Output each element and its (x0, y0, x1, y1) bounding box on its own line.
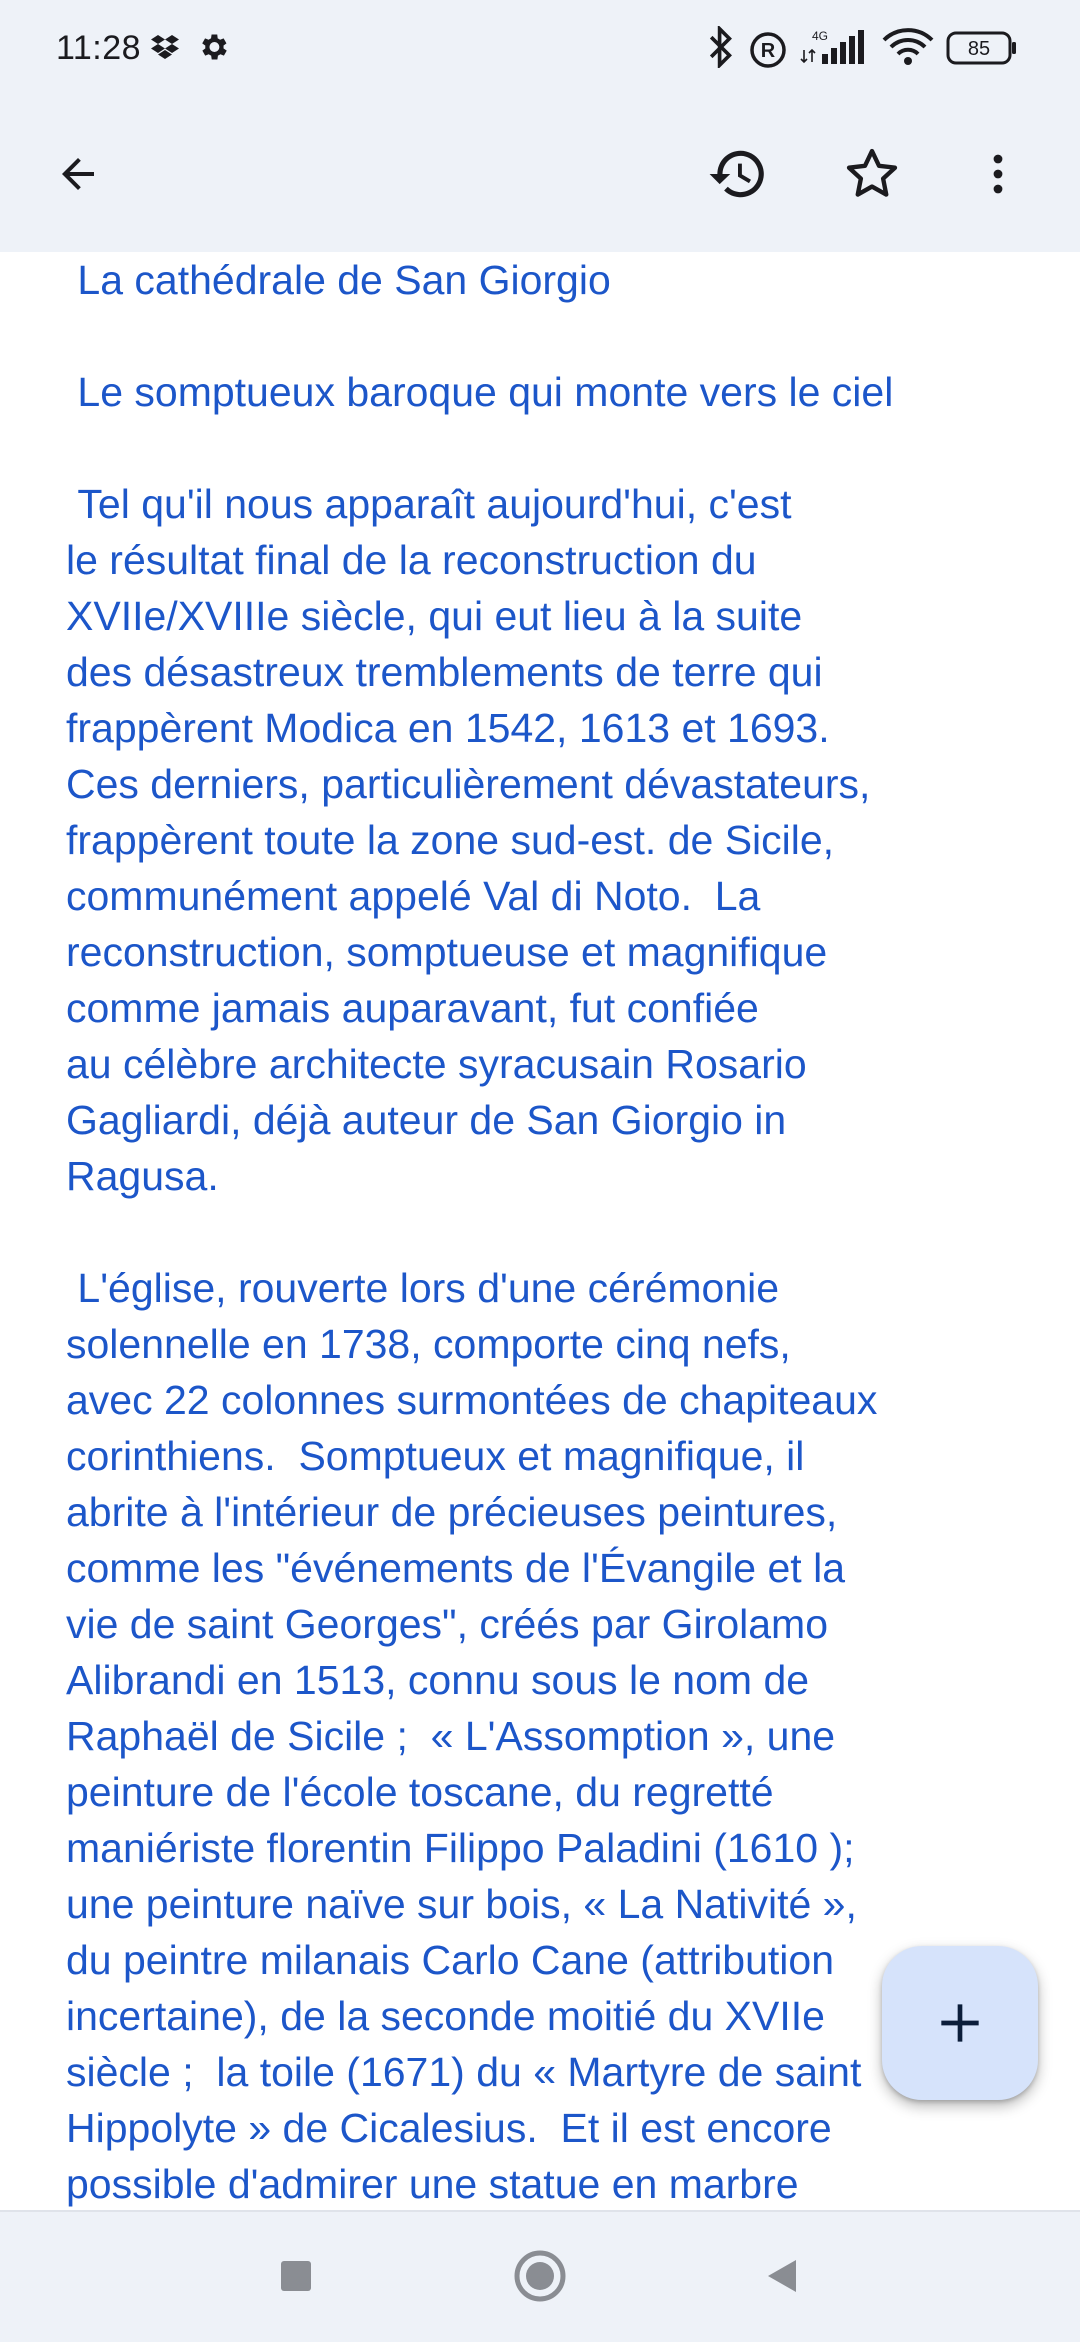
star-outline-icon (843, 145, 901, 203)
add-fab-button[interactable] (882, 1946, 1038, 2100)
top-app-bar (0, 96, 1080, 252)
nav-back-button[interactable] (742, 2236, 822, 2316)
bluetooth-icon (706, 26, 736, 68)
document-text[interactable]: La cathédrale de San Giorgio Le somptueux baroque qui monte vers le ciel Tel qu'il nous apparaît aujourd'hui, c'est le résultat final de la reconstruction du XVIIe/XVIIIe siècle, qui eut lieu à la suite des désastreux tremblements de terre qui frappèrent Modica en 1542, 1613 et 1693. Ces derniers, particulièrement dévastateurs, frappèrent toute la zone sud-est. de Sicile, communément appelé Val di Noto. La reconstruction, somptueuse et magnifique comme jamais auparavant, fut confiée au célèbre architecte syracusain Rosario Gagliardi, déjà auteur de San Giorgio in Ragusa. L'église, rouverte lors d'une cérémonie solennelle en 1738, comporte cinq nefs, avec 22 colonnes surmontées de chapiteaux corinthiens. Somptueux et magnifique, il abrite à l'intérieur de précieuses peintures, comme les "événements de l'Évangile et la vie de saint Georges", créés par Girolamo Alibrandi en 1513, connu sous le nom de Raphaël de Sicile ; « L'Assomption », une peinture de l'école toscane, du regretté maniériste florentin Filippo Paladini (1610 ); une peinture naïve sur bois, « La Nativité », du peintre milanais Carlo Cane (attribution incertaine), de la seconde moitié du XVIIe siècle ; la toile (1671) du « Martyre de saint Hippolyte » de Cicalesius. Et il est encore possible d'admirer une statue en marbre (66, 257, 894, 2207)
back-triangle-icon (762, 2256, 802, 2296)
home-circle-icon (512, 2248, 568, 2304)
signal-icon (800, 28, 872, 68)
star-button[interactable] (824, 126, 920, 222)
document-content[interactable] (0, 252, 1080, 2210)
add-icon (932, 1995, 988, 2051)
history-button[interactable] (690, 126, 786, 222)
arrow-back-icon (54, 150, 102, 198)
system-nav-bar (0, 2210, 1080, 2342)
battery-icon (946, 30, 1018, 66)
svg-text:R: R (760, 40, 776, 62)
battery-level: 85 (967, 38, 991, 60)
home-button[interactable] (500, 2236, 580, 2316)
more-vert-icon (974, 150, 1022, 198)
recents-square-icon (279, 2259, 313, 2293)
more-options-button[interactable] (950, 126, 1046, 222)
history-icon (707, 143, 769, 205)
wifi-icon (882, 28, 934, 68)
status-bar (0, 0, 1080, 96)
network-type: 4G (812, 29, 829, 43)
registered-icon (748, 30, 788, 70)
settings-gear-icon (196, 30, 230, 64)
recents-button[interactable] (256, 2236, 336, 2316)
status-time: 11:28 (56, 29, 142, 67)
back-button[interactable] (30, 126, 126, 222)
dropbox-icon (150, 32, 180, 62)
